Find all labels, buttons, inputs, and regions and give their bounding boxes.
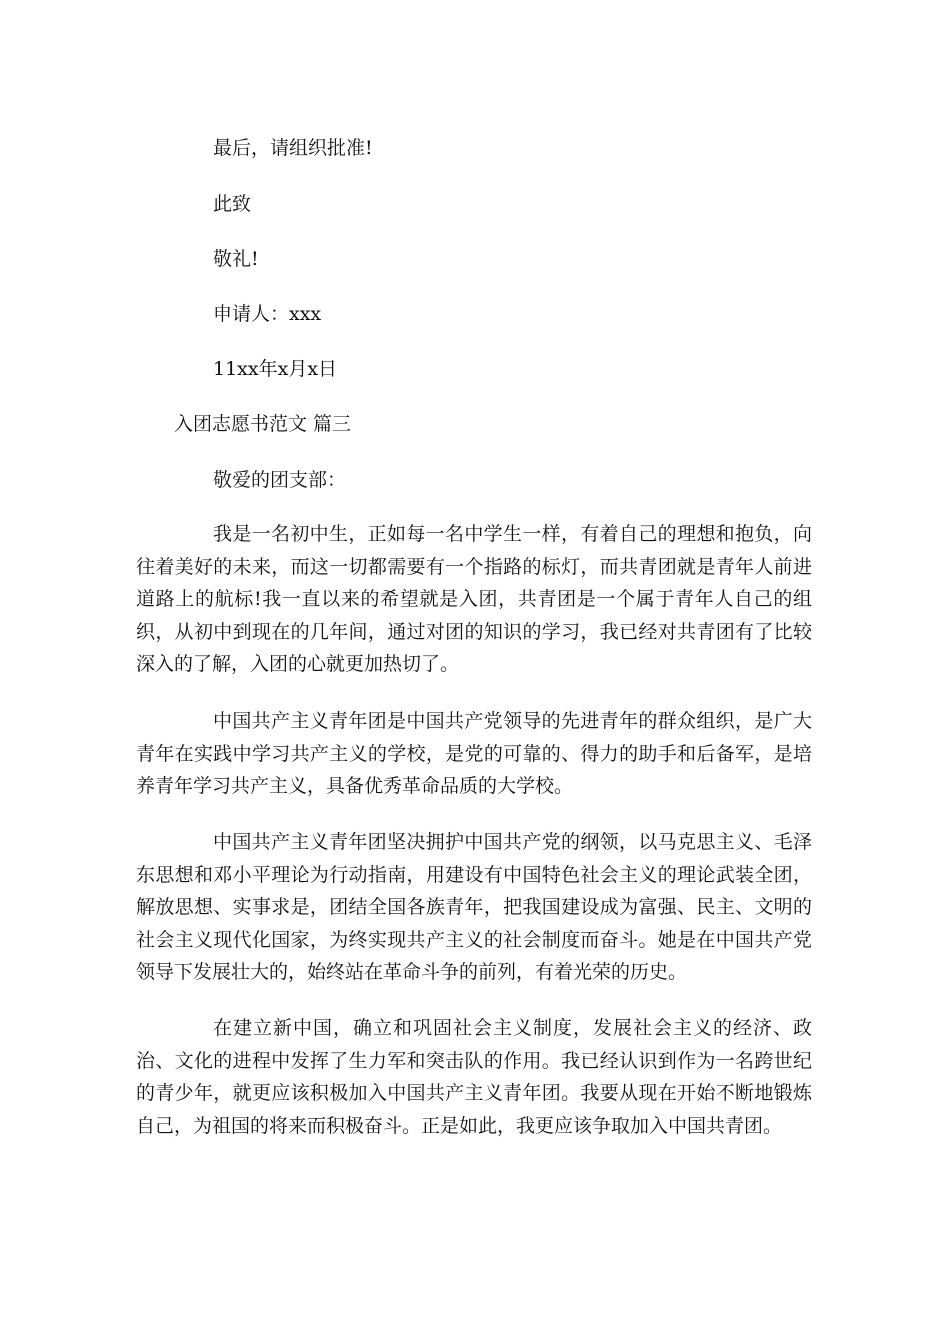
salutation-line-1: 此致 — [213, 193, 252, 215]
closing-line: 最后，请组织批准! — [213, 137, 373, 159]
body-paragraph-2: 中国共产主义青年团是中国共产党领导的先进青年的群众组织，是广大青年在实践中学习共产主义的学校，是党的可靠的、得力的助手和后备军，是培养青年学习共产主义，具备优秀革命品质的大学校。 — [136, 710, 812, 797]
salutation-line-2: 敬礼! — [213, 248, 259, 270]
body-paragraph-1: 我是一名初中生，正如每一名中学生一样，有着自己的理想和抱负，向往着美好的未来，而这一切都需要有一个指路的标灯，而共青团就是青年人前进道路上的航标!我一直以来的希望就是入团，共青团是一个属于青年人自己的组织，从初中到现在的几年间，通过对团的知识的学习，我已经对共青团有了比较深入的了解，入团的心就更加热切了。 — [136, 523, 812, 675]
greeting-line: 敬爱的团支部： — [213, 469, 347, 491]
date-line: 11xx年x月x日 — [213, 358, 338, 380]
body-paragraph-4: 在建立新中国，确立和巩固社会主义制度，发展社会主义的经济、政治、文化的进程中发挥了生力军和突击队的作用。我已经认识到作为一名跨世纪的青少年，就更应该积极加入中国共产主义青年团。我要从现在开始不断地锻炼自己，为祖国的将来而积极奋斗。正是如此，我更应该争取加入中国共青团。 — [136, 1017, 812, 1137]
body-paragraph-3: 中国共产主义青年团坚决拥护中国共产党的纲领，以马克思主义、毛泽东思想和邓小平理论为行动指南，用建设有中国特色社会主义的理论武装全团，解放思想、实事求是，团结全国各族青年，把我国建设成为富强、民主、文明的社会主义现代化国家，为终实现共产主义的社会制度而奋斗。她是在中国共产党领导下发展壮大的，始终站在革命斗争的前列，有着光荣的历史。 — [136, 831, 812, 983]
section-title: 入团志愿书范文 篇三 — [174, 413, 352, 435]
applicant-line: 申请人：xxx — [213, 303, 322, 325]
